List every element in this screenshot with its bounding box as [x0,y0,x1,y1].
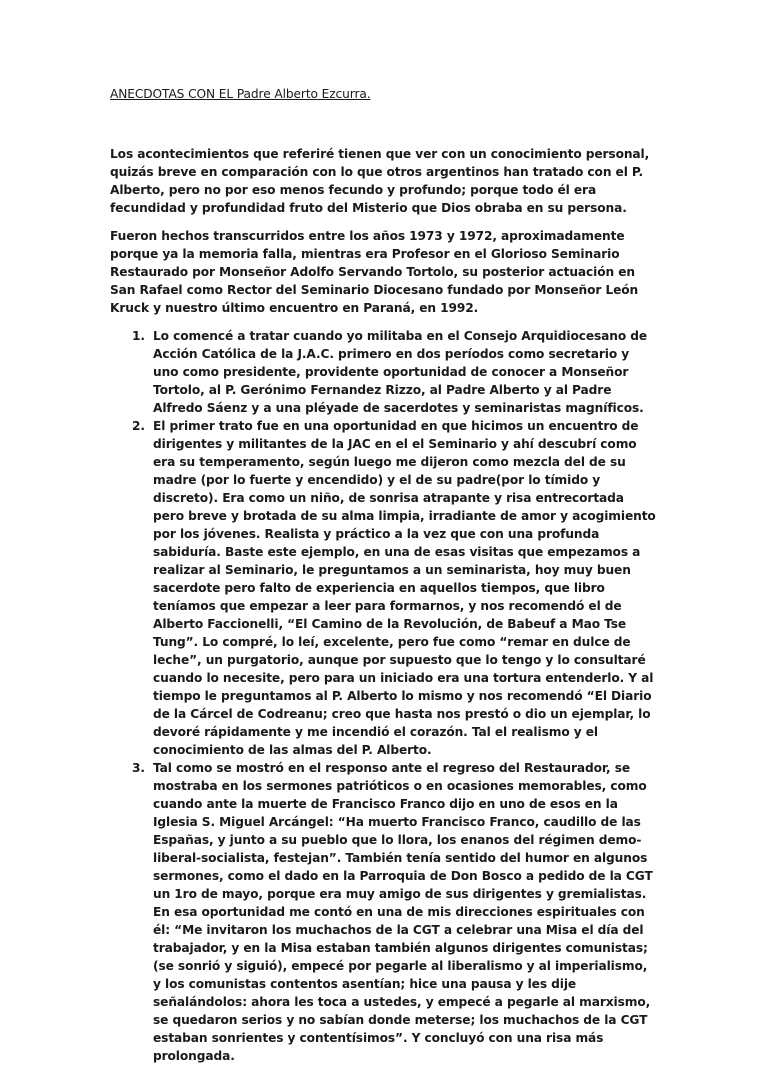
list-item [110,417,658,759]
paragraph-context: Fueron hechos transcurridos entre los años 1973 y 1972, aproximadamente porque ya la memoria falla, mientras era Profesor en el Glorioso Seminario Restaurado por Monseñor Adolfo Servando Tortolo, su posterior actuación en San Rafael como Rector del Seminario Diocesano fundado por Monseñor León Kruck y nuestro último encuentro en Paraná, en 1992. [110,229,639,315]
list-item [110,327,658,417]
list-item-number: 3. [132,761,145,775]
paragraph-intro: Los acontecimientos que referiré tienen que ver con un conocimiento personal, quizás breve en comparación con lo que otros argentinos han tratado con el P. Alberto, pero no por eso menos fecundo y profundo; porque todo él era fecundidad y profundidad fruto del Misterio que Dios obraba en su persona. [110,147,650,215]
document-body [110,85,658,1065]
list-item-text: El primer trato fue en una oportunidad en que hicimos un encuentro de dirigentes y militantes de la JAC en el el Seminario y ahí descubrí como era su temperamento, según luego me dijeron como mezcla del de su madre (por lo fuerte y encendido) y el de su padre(por lo tímido y discreto). Era como un niño, de sonrisa atrapante y risa entrecortada pero breve y brotada de su alma limpia, irradiante de amor y acogimiento por los jóvenes. Realista y práctico a la vez que con una profunda sabiduría. Baste este ejemplo, en una de esas visitas que empezamos a realizar al Seminario, le preguntamos a un seminarista, hoy muy buen sacerdote pero falto de experiencia en aquellos tiempos, que libro teníamos que empezar a leer para formarnos, y nos recomendó el de Alberto Faccionelli, “El Camino de la Revolución, de Babeuf a Mao Tse Tung”. Lo compré, lo leí, excelente, pero fue como “remar en dulce de leche”, un purgatorio, aunque por supuesto que lo tengo y lo consultaré cuando lo necesite, pero para un iniciado era una tortura entenderlo. Y al tiempo le preguntamos al P. Alberto lo mismo y nos recomendó “El Diario de la Cárcel de Codreanu; creo que hasta nos prestó o dio un ejemplar, lo devoré rápidamente y me incendió el corazón. Tal el realismo y el conocimiento de las almas del P. Alberto. [153,419,656,757]
document-title: ANECDOTAS CON EL Padre Alberto Ezcurra. [110,87,371,101]
list-item-text: Lo comencé a tratar cuando yo militaba en el Consejo Arquidiocesano de Acción Católica de la J.A.C. primero en dos períodos como secretario y uno como presidente, providente oportunidad de conocer a Monseñor Tortolo, al P. Gerónimo Fernandez Rizzo, al Padre Alberto y al Padre Alfredo Sáenz y a una pléyade de sacerdotes y seminaristas magníficos. [153,329,648,415]
list-item-text: Tal como se mostró en el responso ante el regreso del Restaurador, se mostraba en los sermones patrióticos o en ocasiones memorables, como cuando ante la muerte de Francisco Franco dijo en uno de esos en la Iglesia S. Miguel Arcángel: “Ha muerto Francisco Franco, caudillo de las Españas, y junto a su pueblo que lo llora, los enanos del régimen demo-liberal-socialista, festejan”. También tenía sentido del humor en algunos sermones, como el dado en la Parroquia de Don Bosco a pedido de la CGT un 1ro de mayo, porque era muy amigo de sus dirigentes y gremialistas. En esa oportunidad me contó en una de mis direcciones espirituales con él: “Me invitaron los muchachos de la CGT a celebrar una Misa el día del trabajador, y en la Misa estaban también algunos dirigentes comunistas; (se sonrió y siguió), empecé por pegarle al liberalismo y al imperialismo, y los comunistas contentos asentían; hice una pausa y les dije señalándolos: ahora les toca a ustedes, y empecé a pegarle al marxismo, se quedaron serios y no sabían donde meterse; los muchachos de la CGT estaban sonrientes y contentísimos”. Y concluyó con una risa más prolongada. [153,761,653,1063]
list-item-number: 2. [132,419,145,433]
list-item-number: 1. [132,329,145,343]
anecdote-list [110,327,658,1065]
list-item [110,759,658,1065]
